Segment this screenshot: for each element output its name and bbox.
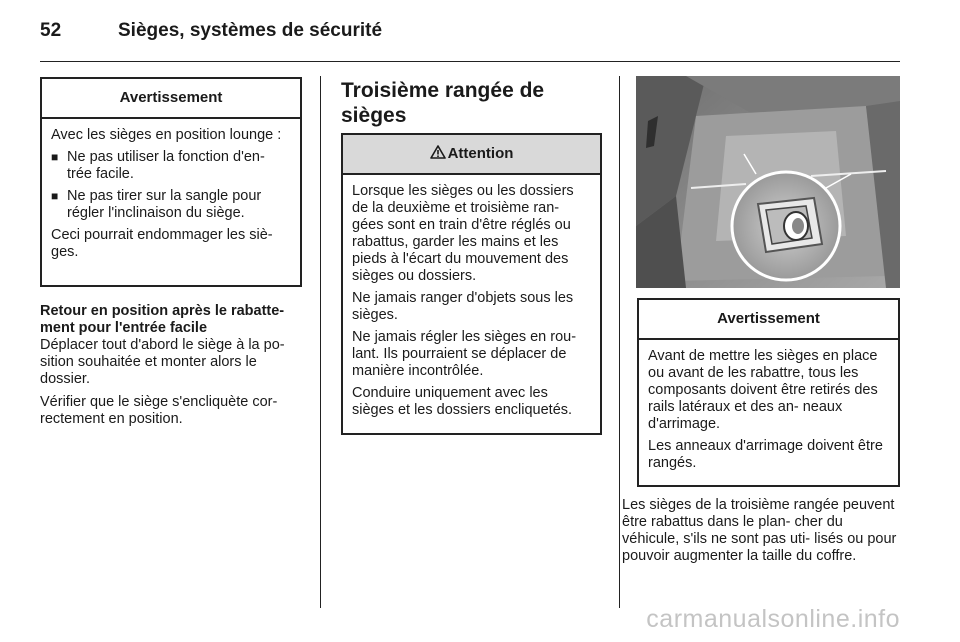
- attention-paragraph: Lorsque les sièges ou les dossiers de la deuxième et troisième ran- gées sont en train d'être réglés ou rabattus, garder les mains et les pieds à l'écart du mouvement des sièges ou dossiers.: [352, 183, 574, 284]
- warning-intro: Avec les sièges en position lounge :: [51, 127, 282, 143]
- paragraph-verifier: Vérifier que le siège s'encliquète cor- rectement en position.: [40, 394, 278, 427]
- warning-bullet: ■ Ne pas tirer sur la sangle pour régler l'inclinaison du siège.: [51, 188, 291, 222]
- warning-box-body: [639, 340, 898, 483]
- section-title: Troisième rangée de sièges: [341, 79, 545, 127]
- warning-box-right: [637, 298, 900, 487]
- warning-paragraph: Avant de mettre les sièges en place ou avant de les rabattre, tous les composants doivent être retirés des rails latéraux et des an- neaux d'arrimage.: [648, 348, 878, 432]
- trunk-illustration-icon: [636, 76, 900, 288]
- page-number: 52: [40, 20, 62, 41]
- column-divider-left: [320, 76, 321, 608]
- paragraph-third-row: Les sièges de la troisième rangée peuvent être rabattus dans le plan- cher du véhicule, s'ils ne sont pas uti- lisés ou pour pouvoir augmenter la taille du coffre.: [622, 497, 897, 564]
- warning-bullet-list: [51, 149, 291, 222]
- left-text-block: [40, 303, 306, 434]
- warning-box-body: [42, 119, 300, 272]
- attention-box: [341, 133, 602, 435]
- warning-outro: Ceci pourrait endommager les siè- ges.: [51, 227, 273, 260]
- warning-bullet: ■ Ne pas utiliser la fonction d'en- trée facile.: [51, 149, 291, 183]
- attention-box-title: Attention: [447, 145, 514, 162]
- warning-paragraph: Les anneaux d'arrimage doivent être rangés.: [648, 438, 883, 471]
- right-text-block: [622, 497, 904, 571]
- header-rule: [40, 61, 900, 62]
- column-divider-right: [619, 76, 620, 608]
- warning-box-title: Avertissement: [639, 300, 898, 340]
- attention-paragraph: Ne jamais ranger d'objets sous les sièges.: [352, 290, 574, 323]
- watermark: carmanualsonline.info: [646, 605, 900, 633]
- attention-paragraph: Ne jamais régler les sièges en rou- lant. Ils pourraient se déplacer de manière incontrôlée.: [352, 329, 577, 379]
- warning-triangle-icon: [430, 145, 446, 159]
- attention-paragraph: Conduire uniquement avec les sièges et les dossiers encliquetés.: [352, 385, 573, 418]
- paragraph-deplacer: Déplacer tout d'abord le siège à la po- sition souhaitée et monter alors le dossier.: [40, 337, 285, 387]
- vehicle-trunk-anchor-photo: [636, 76, 900, 288]
- warning-box-title: Avertissement: [42, 79, 300, 119]
- subheading-retour: Retour en position après le rabatte- ment pour l'entrée facile: [40, 303, 285, 336]
- warning-box-left: [40, 77, 302, 287]
- chapter-title: Sièges, systèmes de sécurité: [118, 20, 383, 41]
- attention-box-body: [343, 175, 600, 430]
- attention-box-header: [343, 135, 600, 175]
